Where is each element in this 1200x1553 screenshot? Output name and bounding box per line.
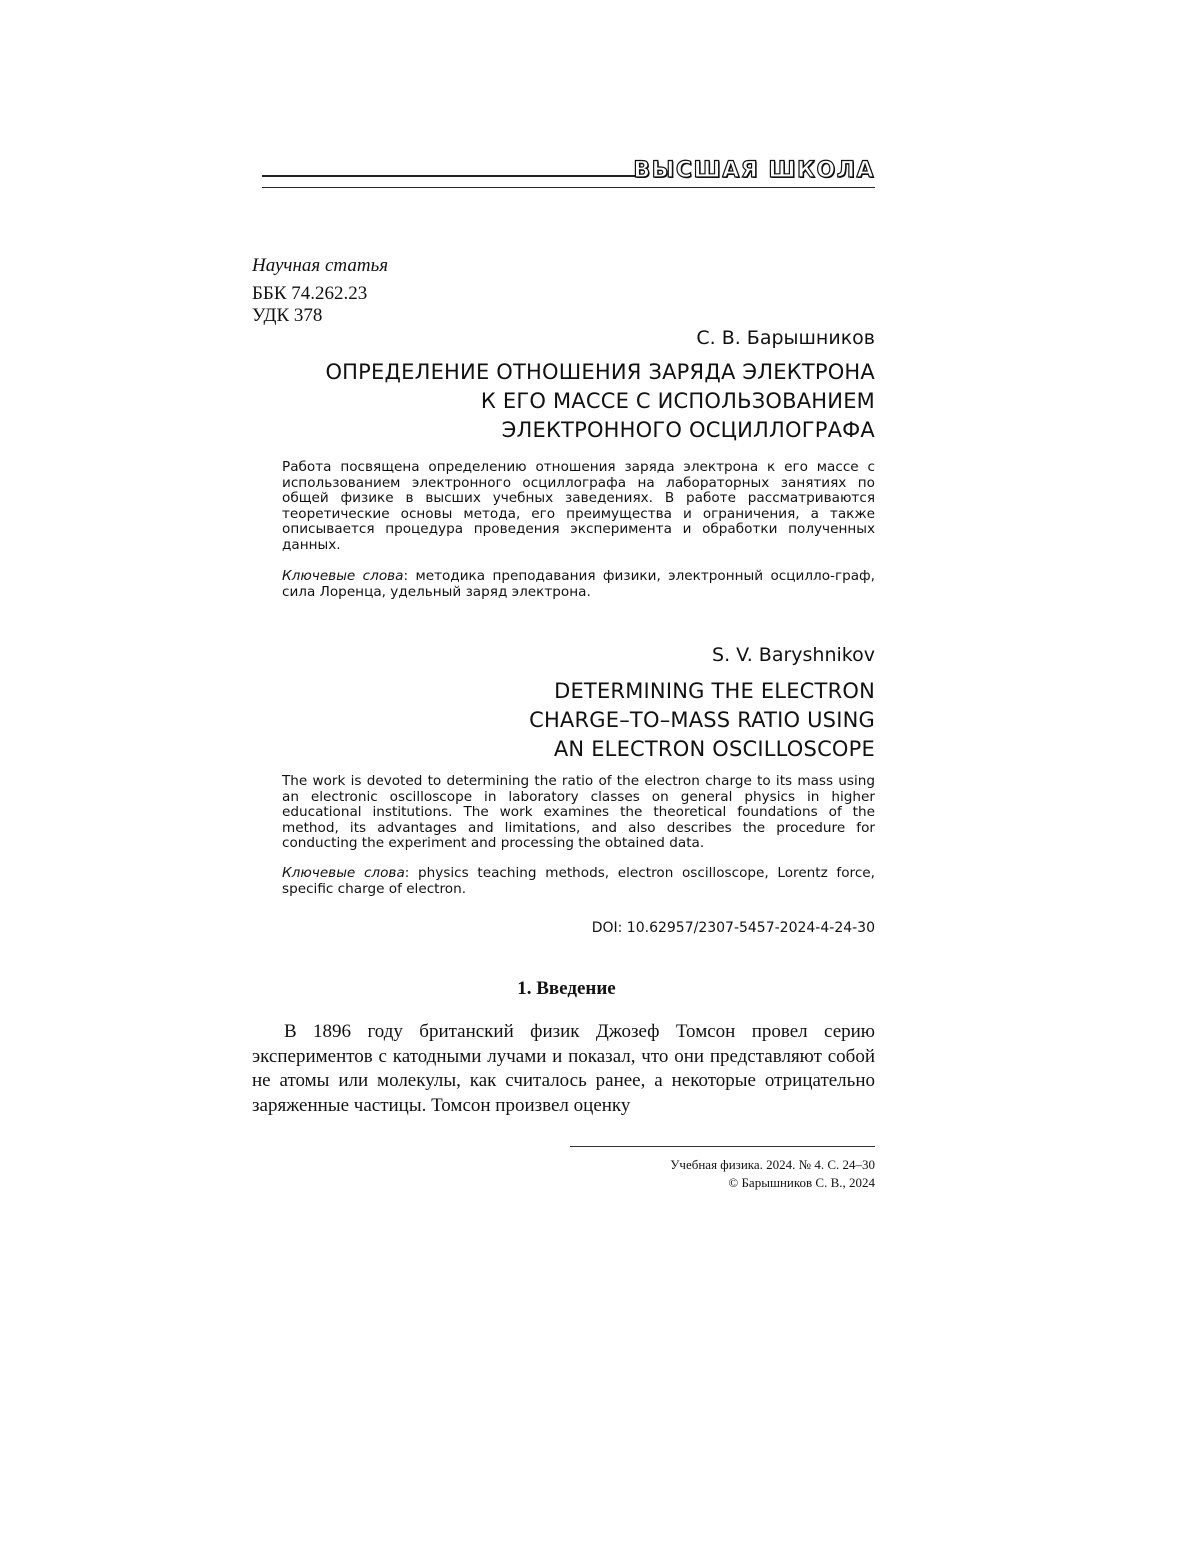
author-ru: С. В. Барышников: [696, 327, 875, 349]
footer-rule: [570, 1146, 875, 1147]
header-line: [262, 175, 642, 177]
abstract-en: The work is devoted to determining the ratio of the electron charge to its mass using an electronic oscilloscope in laboratory classes on general physics in higher educational institutions. The work examines the theoretical foundations of the method, its advantages and limitations, and also describes the procedure for conducting the experiment and processing the obtained data.: [282, 773, 875, 852]
title-ru: [275, 358, 875, 445]
keywords-text-en: : physics teaching methods, electron oscilloscope, Lorentz force, specific charge of electron.: [282, 865, 875, 897]
intro-paragraph: В 1896 году британский физик Джозеф Томсон провел серию экспериментов с катодными лучами и показал, что они представляют собой не атомы или молекулы, как считалось ранее, а некоторые отрицательно заряженные частицы. Томсон произвел оценку: [252, 1021, 875, 1116]
article-type: Научная статья: [252, 255, 389, 276]
keywords-en: [282, 866, 875, 897]
abstract-ru: Работа посвящена определению отношения заряда электрона к его массе с использованием электронного осциллографа на лабораторных занятиях по общей физике в высших учебных заведениях. В работе рассматриваются теоретические основы метода, его преимущества и ограничения, а также описывается процедура проведения эксперимента и обработки полученных данных.: [282, 459, 875, 553]
doi: DOI: 10.62957/2307-5457-2024-4-24-30: [591, 920, 875, 936]
copyright: © Барышников С. В., 2024: [728, 1175, 875, 1190]
keywords-label-en: Ключевые слова: [282, 865, 405, 881]
keywords-ru: [282, 569, 875, 600]
title-en-line: DETERMINING THE ELECTRON: [554, 679, 875, 703]
journal-section-name: ВЫСШАЯ ШКОЛА: [633, 158, 875, 183]
bbk-code: ББК 74.262.23: [252, 283, 368, 304]
keywords-label-ru: Ключевые слова: [282, 568, 404, 584]
title-ru-line: К ЕГО МАССЕ С ИСПОЛЬЗОВАНИЕМ: [480, 389, 875, 413]
title-en-line: CHARGE–TO–MASS RATIO USING: [529, 708, 875, 732]
title-ru-line: ОПРЕДЕЛЕНИЕ ОТНОШЕНИЯ ЗАРЯДА ЭЛЕКТРОНА: [325, 360, 875, 384]
title-en: [275, 677, 875, 764]
title-ru-line: ЭЛЕКТРОННОГО ОСЦИЛЛОГРАФА: [501, 418, 875, 442]
udk-code: УДК 378: [252, 305, 323, 326]
section-heading: 1. Введение: [517, 978, 616, 999]
header-rule: [262, 187, 875, 188]
keywords-text-ru: : методика преподавания физики, электронный осцилло-граф, сила Лоренца, удельный заряд электрона.: [282, 568, 875, 600]
title-en-line: AN ELECTRON OSCILLOSCOPE: [553, 737, 875, 761]
author-en: S. V. Baryshnikov: [712, 644, 875, 666]
citation: Учебная физика. 2024. № 4. С. 24–30: [670, 1157, 875, 1172]
